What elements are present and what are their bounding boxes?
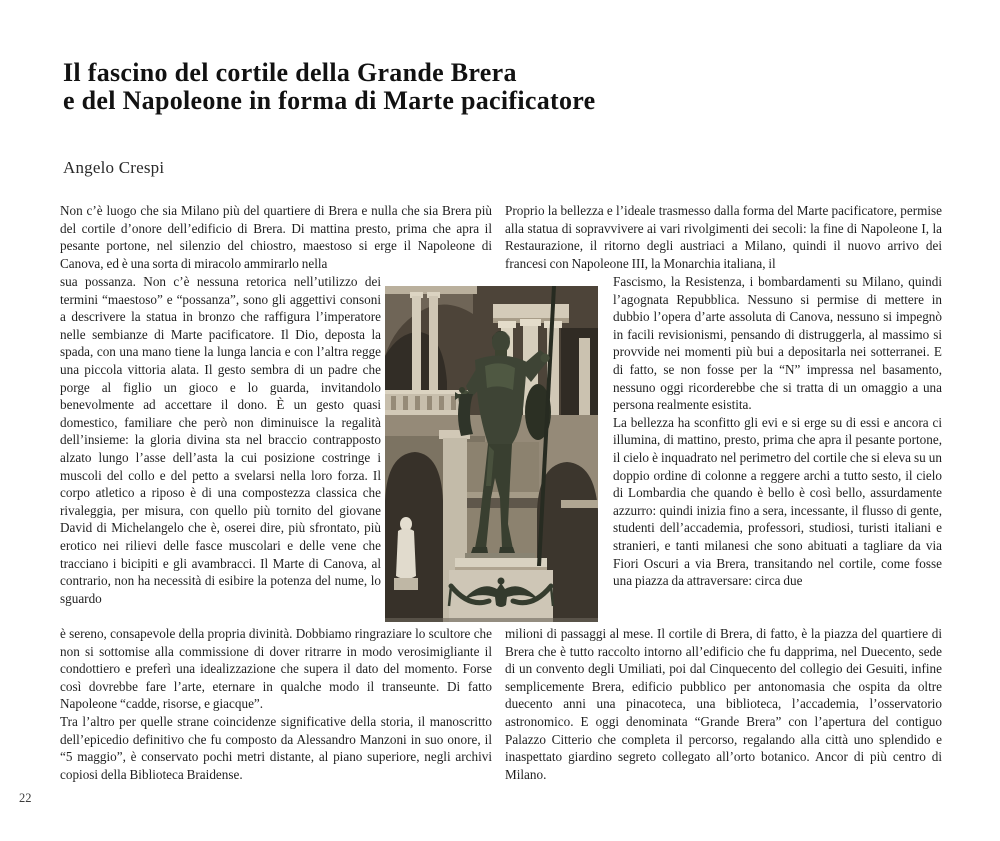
paragraph: è sereno, consapevole della propria divinità. Dobbiamo ringraziare lo scultore che non si sottomise alla commissione di dover ritrarre in modo verosimigliante il condottiero e preferì una idealizzazione che supera il dato del momento. Forse così dovrebbe fare l’arte, eternare in qualche modo il transeunte. Di fatto Napoleone “cadde, risorse, e giacque”. [60, 626, 492, 712]
article-title-line2: e del Napoleone in forma di Marte pacificatore [63, 86, 596, 115]
paragraph: La bellezza ha sconfitto gli evi e si erge su di essi e ancora ci illumina, di mattino, presto, prima che apra il pesante portone, il cielo è inquadrato nel perimetro del cortile che si eleva su un doppio ordine di colonne a reggere archi a tutto sesto, il cielo di Lombardia che quando è bello è così bello, assurdamente azzurro: quindi inizia fino a sera, incessante, il flusso di gente, studenti dell’accademia, professori, studiosi, turisti italiani e stranieri, e tanti milanesi che sono abituati a tagliare da via Fiori Oscuri a via Brera, transitando nel cortile, come fosse una piazza da attraversare: circa due [613, 414, 942, 589]
article-title [63, 59, 595, 115]
paragraph: Fascismo, la Resistenza, i bombardamenti su Milano, quindi l’agognata Repubblica. Nessuno si permise di mettere in dubbio l’opera d’arte assoluta di Canova, nessuno si impegnò in facili revisionismi, pensando di distruggerla, al massimo si provvide nei momenti più bui a depositarla nei sotterranei. E di fatto, se non fosse per la “N” impressa nel basamento, nessuno oggi ricorderebbe che si tratta di un omaggio a una persona realmente esistita. [613, 274, 942, 413]
left-column-beside-photo: sua possanza. Non c’è nessuna retorica nell’utilizzo dei termini “maestoso” e “possanza”, sono gli aggettivi consoni a descrivere la statua in bronzo che raffigura l’imperatore nelle sembianze di Marte pacificatore. Il Dio, deposta la spada, con una mano tiene la lunga lancia e con l’altra regge una piccola vittoria alata. Il gesto sembra di un padre che porge al figlio un gioco e lo guarda, invitandolo benevolmente ad accettare il dono. È un gesto quasi domestico, familiare che però non diminuisce la regalità dell’insieme: la gloria divina sta nel braccio contrapposto alzato lungo l’asse dell’asta la cui posizione costringe i muscoli del collo e del petto a svelarsi nella loro forza. Il corpo atletico a riposo è di una compostezza classica che rivaleggia, per misura, con quello più tornito del giovane David di Michelangelo che è, oserei dire, più sfrontato, più erotico nei rilievi delle fasce muscolari e delle vene che tracciano i bicipiti e gli avambracci. Il Marte di Canova, al contrario, non ha necessità di esibire la potenza del nume, lo sguardo [60, 274, 381, 606]
right-column-below-photo: milioni di passaggi al mese. Il cortile di Brera, di fatto, è la piazza del quartiere di Brera che è tutto raccolto intorno all’edificio che fu dapprima, nel Duecento, sede di un convento degli Umiliati, poi dal Cinquecento del collegio dei Gesuiti, infine semplicemente Brera, edificio pubblico per antonomasia che ospita da oltre duecento anni una pinacoteca, una biblioteca, l’accademia, l’osservatorio astronomico. E oggi denominata “Grande Brera” con l’apertura del contiguo Palazzo Citterio che completa il percorso, regalando alla città uno splendido e inaspettato giardino segreto collegato all’orto botanico. Ancor di più centro di Milano. [505, 626, 942, 782]
article-title-line1: Il fascino del cortile della Grande Brera [63, 58, 517, 87]
left-column-below-photo [60, 625, 492, 801]
courtyard-photo-illustration [385, 286, 598, 622]
right-column-top: Proprio la bellezza e l’ideale trasmesso dalla forma del Marte pacificatore, permise alla statua di sopravvivere ai vari rivolgimenti dei secoli: la fine di Napoleone I, la Restaurazione, il ritorno degli austriaci a Milano, quindi il nuovo arrivo dei francesi con Napoleone III, la Monarchia italiana, il [505, 203, 942, 271]
courtyard-photo [385, 286, 598, 622]
paragraph: Tra l’altro per quelle strane coincidenze significative della storia, il manoscritto dell’epicedio definitivo che fu composto da Alessandro Manzoni in suo onore, il “5 maggio”, è conservato pochi metri distante, al piano superiore, negli archivi copiosi della Biblioteca Braidense. [60, 713, 492, 782]
left-column-top: Non c’è luogo che sia Milano più del quartiere di Brera e nulla che sia Brera più del cortile d’onore dell’edificio di Brera. Di mattina presto, prima che apra il pesante portone, nel silenzio del chiostro, maestoso si erge il Napoleone di Canova, ed è una sorta di miracolo ammirarlo nella [60, 203, 492, 271]
page-number: 22 [19, 791, 32, 805]
right-column-beside-photo [613, 273, 942, 627]
author-byline: Angelo Crespi [63, 158, 165, 177]
